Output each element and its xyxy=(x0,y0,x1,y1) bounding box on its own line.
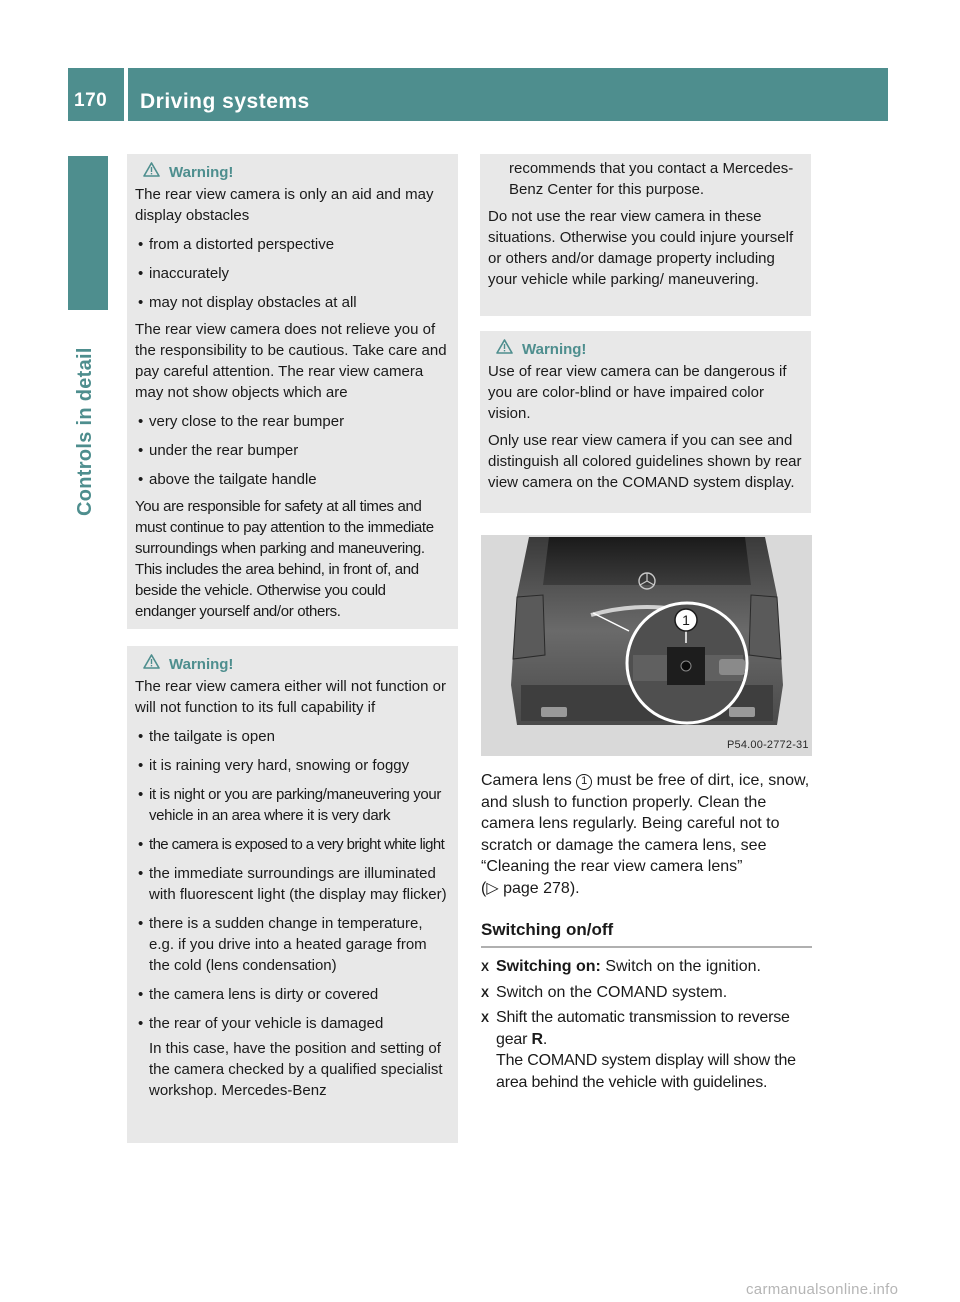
warning-box-3 xyxy=(480,331,811,513)
side-tab-label: Controls in detail xyxy=(74,347,96,516)
warning-paragraph: The rear view camera does not relieve you of the responsibility to be cautious. Take care and pay careful attention. The rear view camera may not show objects which are xyxy=(135,321,447,401)
step-marker-icon: X xyxy=(481,1011,489,1025)
warning-box-2-continued xyxy=(480,154,811,316)
list-item: • under the rear bumper xyxy=(138,442,299,459)
warning-triangle-icon xyxy=(143,654,160,675)
figure-callout-1: 1 xyxy=(682,612,690,628)
camera-lens-paragraph: Camera lens 1 must be free of dirt, ice, snow, and slush to function properly. Clean the camera lens regularly. Being careful not to scratch or damage the camera lens, see “Cleaning the rear view camera lens” (▷ page 278). xyxy=(481,772,810,897)
warning-triangle-icon xyxy=(496,339,513,360)
warning-header xyxy=(143,160,450,184)
warning-box-1 xyxy=(127,154,458,629)
list-item: • the tailgate is open xyxy=(138,728,275,745)
switching-heading: Switching on/off xyxy=(481,920,812,948)
step-marker-icon: X xyxy=(481,986,490,1000)
list-item: • inaccurately xyxy=(138,265,230,282)
side-tab-block xyxy=(68,156,108,310)
warning-triangle-icon xyxy=(143,162,160,183)
warning-paragraph: You are responsible for safety at all times and must continue to pay attention to the immediate surroundings when parking and maneuvering. This includes the area behind, in front of, and beside the vehicle. Otherwise you could endanger yourself and/or others. xyxy=(135,498,434,620)
warning-paragraph: Only use rear view camera if you can see and distinguish all colored guidelines shown by rear view camera on the COMAND system display. xyxy=(488,432,802,491)
section-title: Driving systems xyxy=(140,90,310,113)
page-number: 170 xyxy=(74,90,108,111)
step-marker-icon: X xyxy=(481,960,490,974)
list-item: • above the tailgate handle xyxy=(138,471,317,488)
list-item: • it is raining very hard, snowing or foggy xyxy=(138,757,410,774)
warning-title: Warning! xyxy=(522,340,587,358)
list-item: • the camera is exposed to a very bright white light xyxy=(138,836,445,853)
figure-code: P54.00-2772-31 xyxy=(727,739,809,751)
step-comand-on: X Switch on the COMAND system. xyxy=(481,982,812,1005)
callout-1-icon: 1 xyxy=(576,774,592,790)
list-item: • the immediate surroundings are illuminated with fluorescent light (the display may flicker) xyxy=(138,865,447,903)
list-item: • the camera lens is dirty or covered xyxy=(138,986,379,1003)
list-item-note: In this case, have the position and setting of the camera checked by a qualified specialist workshop. Mercedes-Benz xyxy=(149,1040,443,1099)
step-result: The COMAND system display will show the area behind the vehicle with guidelines. xyxy=(496,1052,796,1091)
rear-camera-photo xyxy=(481,535,812,756)
page-ref-arrow-icon: ▷ xyxy=(486,879,499,897)
warning-intro: The rear view camera either will not function or will not function to its full capability if xyxy=(135,678,446,716)
warning-title: Warning! xyxy=(169,655,234,673)
list-item: • there is a sudden change in temperature, e.g. if you drive into a heated garage from the cold (lens condensation) xyxy=(138,915,427,974)
list-item-note-continued: recommends that you contact a Mercedes-Benz Center for this purpose. xyxy=(509,160,794,198)
warning-title: Warning! xyxy=(169,163,234,181)
watermark: carmanualsonline.info xyxy=(746,1281,899,1298)
step-switch-on: X Switching on: Switch on the ignition. xyxy=(481,956,812,979)
warning-header xyxy=(143,652,450,676)
warning-intro: The rear view camera is only an aid and may display obstacles xyxy=(135,186,434,224)
warning-paragraph: Use of rear view camera can be dangerous if you are color-blind or have impaired color vision. xyxy=(488,363,787,422)
warning-box-2 xyxy=(127,646,458,1143)
list-item: • it is night or you are parking/maneuvering your vehicle in an area where it is very dark xyxy=(138,786,442,824)
step-reverse-gear: X Shift the automatic transmission to reverse gear R. The COMAND system display will show the area behind the vehicle with guidelines. xyxy=(481,1007,812,1093)
page-ref-link[interactable]: page 278). xyxy=(503,879,580,897)
warning-closing: Do not use the rear view camera in these situations. Otherwise you could injure yourself or others and/or damage property including your vehicle while parking/ maneuvering. xyxy=(488,208,794,288)
list-item: • may not display obstacles at all xyxy=(138,294,357,311)
list-item: • very close to the rear bumper xyxy=(138,413,345,430)
list-item: • from a distorted perspective xyxy=(138,236,335,253)
list-item: • the rear of your vehicle is damaged In this case, have the position and setting of the camera checked by a qualified specialist workshop. Mercedes-Benz xyxy=(135,1013,450,1101)
warning-header xyxy=(496,337,803,361)
